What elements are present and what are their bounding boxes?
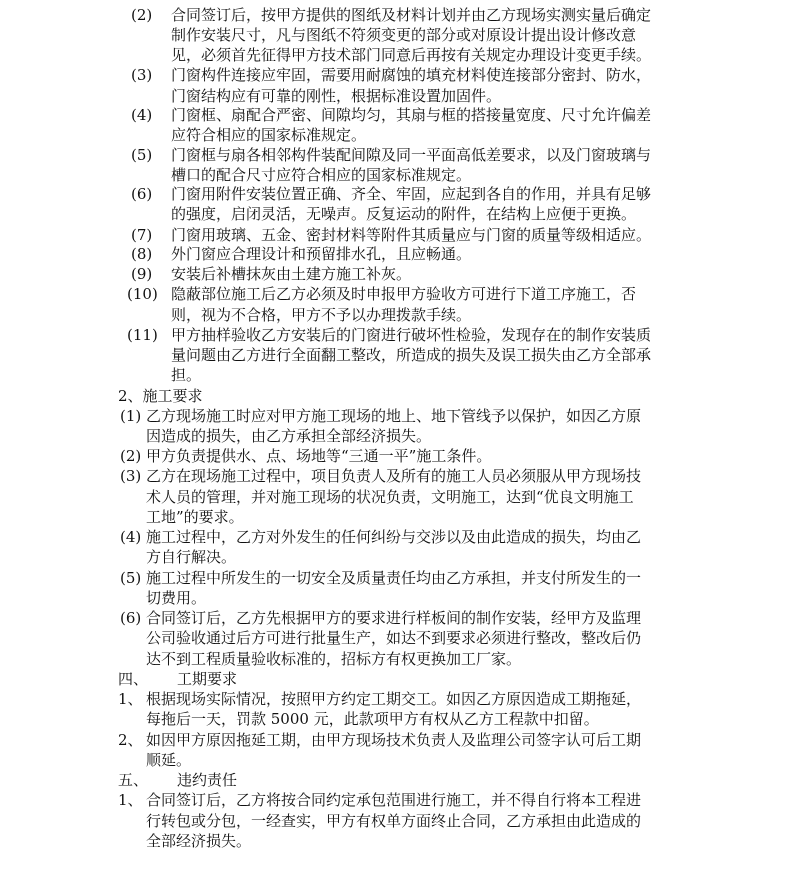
item-6-number: (6): [131, 185, 153, 204]
item-3-number: (3): [131, 66, 153, 85]
item-5-number: (5): [131, 145, 153, 164]
schedule-item-2-number: 2、: [118, 730, 143, 749]
construction-item-6-line-3: 达不到工程质量验收标准的，招标方有权更换加工厂家。: [146, 649, 522, 668]
construction-item-3-line-1: 乙方在现场施工过程中，项目负责人及所有的施工人员必须服从甲方现场技: [146, 467, 642, 486]
item-4-line-2: 应符合相应的国家标准规定。: [171, 126, 367, 145]
item-11-line-1: 甲方抽样验收乙方安装后的门窗进行破坏性检验，发现存在的制作安装质: [171, 325, 652, 344]
construction-item-6-number: (6): [120, 609, 142, 628]
item-7-line-1: 门窗用玻璃、五金、密封材料等附件其质量应与门窗的质量等级相适应。: [171, 225, 652, 244]
construction-item-6-line-2: 公司验收通过后方可进行批量生产，如达不到要求必须进行整改，整改后仍: [146, 629, 642, 648]
item-4-line-1: 门窗框、扇配合严密、间隙均匀，其扇与框的搭接量宽度、尺寸允许偏差: [171, 105, 652, 124]
section-heading-construction: 2、施工要求: [118, 386, 203, 405]
liability-item-1-line-1: 合同签订后，乙方将按合同约定承包范围进行施工，并不得自行将本工程进: [146, 791, 642, 810]
item-3-line-1: 门窗构件连接应牢固，需要用耐腐蚀的填充材料使连接部分密封、防水，: [171, 66, 652, 85]
construction-item-5-number: (5): [120, 568, 142, 587]
item-2-number: (2): [131, 5, 153, 24]
construction-item-2-number: (2): [120, 447, 142, 466]
item-10-line-2: 则，视为不合格，甲方不予以办理拨款手续。: [171, 305, 472, 324]
schedule-item-1-line-1: 根据现场实际情况，按照甲方约定工期交工。如因乙方原因造成工期拖延，: [146, 690, 642, 709]
item-11-line-3: 担。: [171, 366, 202, 385]
construction-item-1-line-1: 乙方现场施工时应对甲方施工现场的地上、地下管线予以保护，如因乙方原: [146, 406, 642, 425]
item-5-line-1: 门窗框与扇各相邻构件装配间隙及同一平面高低差要求，以及门窗玻璃与: [171, 145, 652, 164]
item-11-number: (11): [127, 325, 158, 344]
construction-item-3-line-2: 术人员的管理，并对施工现场的状况负责，文明施工，达到“优良文明施工: [146, 487, 634, 506]
item-8-number: (8): [131, 244, 153, 263]
item-2-line-3: 见，必须首先征得甲方技术部门同意后再按有关规定办理设计变更手续。: [171, 46, 652, 65]
item-10-number: (10): [127, 285, 158, 304]
construction-item-1-line-2: 因造成的损失，由乙方承担全部经济损失。: [146, 427, 432, 445]
item-4-number: (4): [131, 105, 153, 124]
item-9-line-1: 安装后补槽抹灰由土建方施工补灰。: [171, 265, 412, 284]
item-10-line-1: 隐蔽部位施工后乙方必须及时申报甲方验收方可进行下道工序施工，否: [171, 285, 637, 304]
item-2-line-2: 制作安装尺寸，凡与图纸不符须变更的部分或对原设计提出设计修改意: [171, 25, 637, 44]
item-9-number: (9): [131, 265, 153, 284]
construction-item-2-line-1: 甲方负责提供水、点、场地等“三通一平”施工条件。: [146, 447, 492, 466]
construction-item-5-line-1: 施工过程中所发生的一切安全及质量责任均由乙方承担，并支付所发生的一: [146, 568, 642, 587]
item-6-line-1: 门窗用附件安装位置正确、齐全、牢固，应起到各自的作用，并具有足够: [171, 185, 652, 204]
schedule-item-1-number: 1、: [118, 690, 143, 709]
schedule-item-2-line-1: 如因甲方原因拖延工期，由甲方现场技术负责人及监理公司签字认可后工期: [146, 730, 642, 749]
item-2-line-1: 合同签订后，按甲方提供的图纸及材料计划并由乙方现场实测实量后确定: [171, 5, 652, 24]
liability-item-1-number: 1、: [118, 791, 143, 810]
section-heading-schedule: 工期要求: [177, 669, 238, 688]
section-heading-liability: 违约责任: [177, 771, 238, 790]
construction-item-3-number: (3): [120, 467, 142, 486]
liability-item-1-line-2: 行转包或分包，一经查实，甲方有权单方面终止合同，乙方承担由此造成的: [146, 811, 642, 830]
construction-item-1-number: (1): [120, 406, 142, 425]
item-11-line-2: 量问题由乙方进行全面翻工整改，所造成的损失及误工损失由乙方全部承: [171, 346, 652, 365]
construction-item-4-number: (4): [120, 528, 142, 547]
item-6-line-2: 的强度，启闭灵活，无噪声。反复运动的附件，在结构上应便于更换。: [171, 205, 637, 224]
construction-item-5-line-2: 切费用。: [146, 588, 207, 607]
section-number-schedule: 四、: [118, 669, 149, 688]
schedule-item-1-line-2: 每拖后一天，罚款 5000 元，此款项甲方有权从乙方工程款中扣留。: [146, 710, 599, 729]
item-8-line-1: 外门窗应合理设计和预留排水孔，且应畅通。: [171, 244, 472, 263]
construction-item-4-line-2: 方自行解决。: [146, 548, 237, 567]
construction-item-6-line-1: 合同签订后，乙方先根据甲方的要求进行样板间的制作安装，经甲方及监理: [146, 609, 642, 628]
item-3-line-2: 门窗结构应有可靠的刚性，根据标准设置加固件。: [171, 86, 502, 105]
construction-item-3-line-3: 工地”的要求。: [146, 507, 244, 526]
schedule-item-2-line-2: 顺延。: [146, 750, 192, 769]
item-5-line-2: 槽口的配合尺寸应符合相应的国家标准规定。: [171, 165, 472, 184]
construction-item-4-line-1: 施工过程中，乙方对外发生的任何纠纷与交涉以及由此造成的损失，均由乙: [146, 528, 642, 547]
item-7-number: (7): [131, 225, 153, 244]
section-number-liability: 五、: [118, 771, 149, 790]
liability-item-1-line-3: 全部经济损失。: [146, 831, 252, 850]
